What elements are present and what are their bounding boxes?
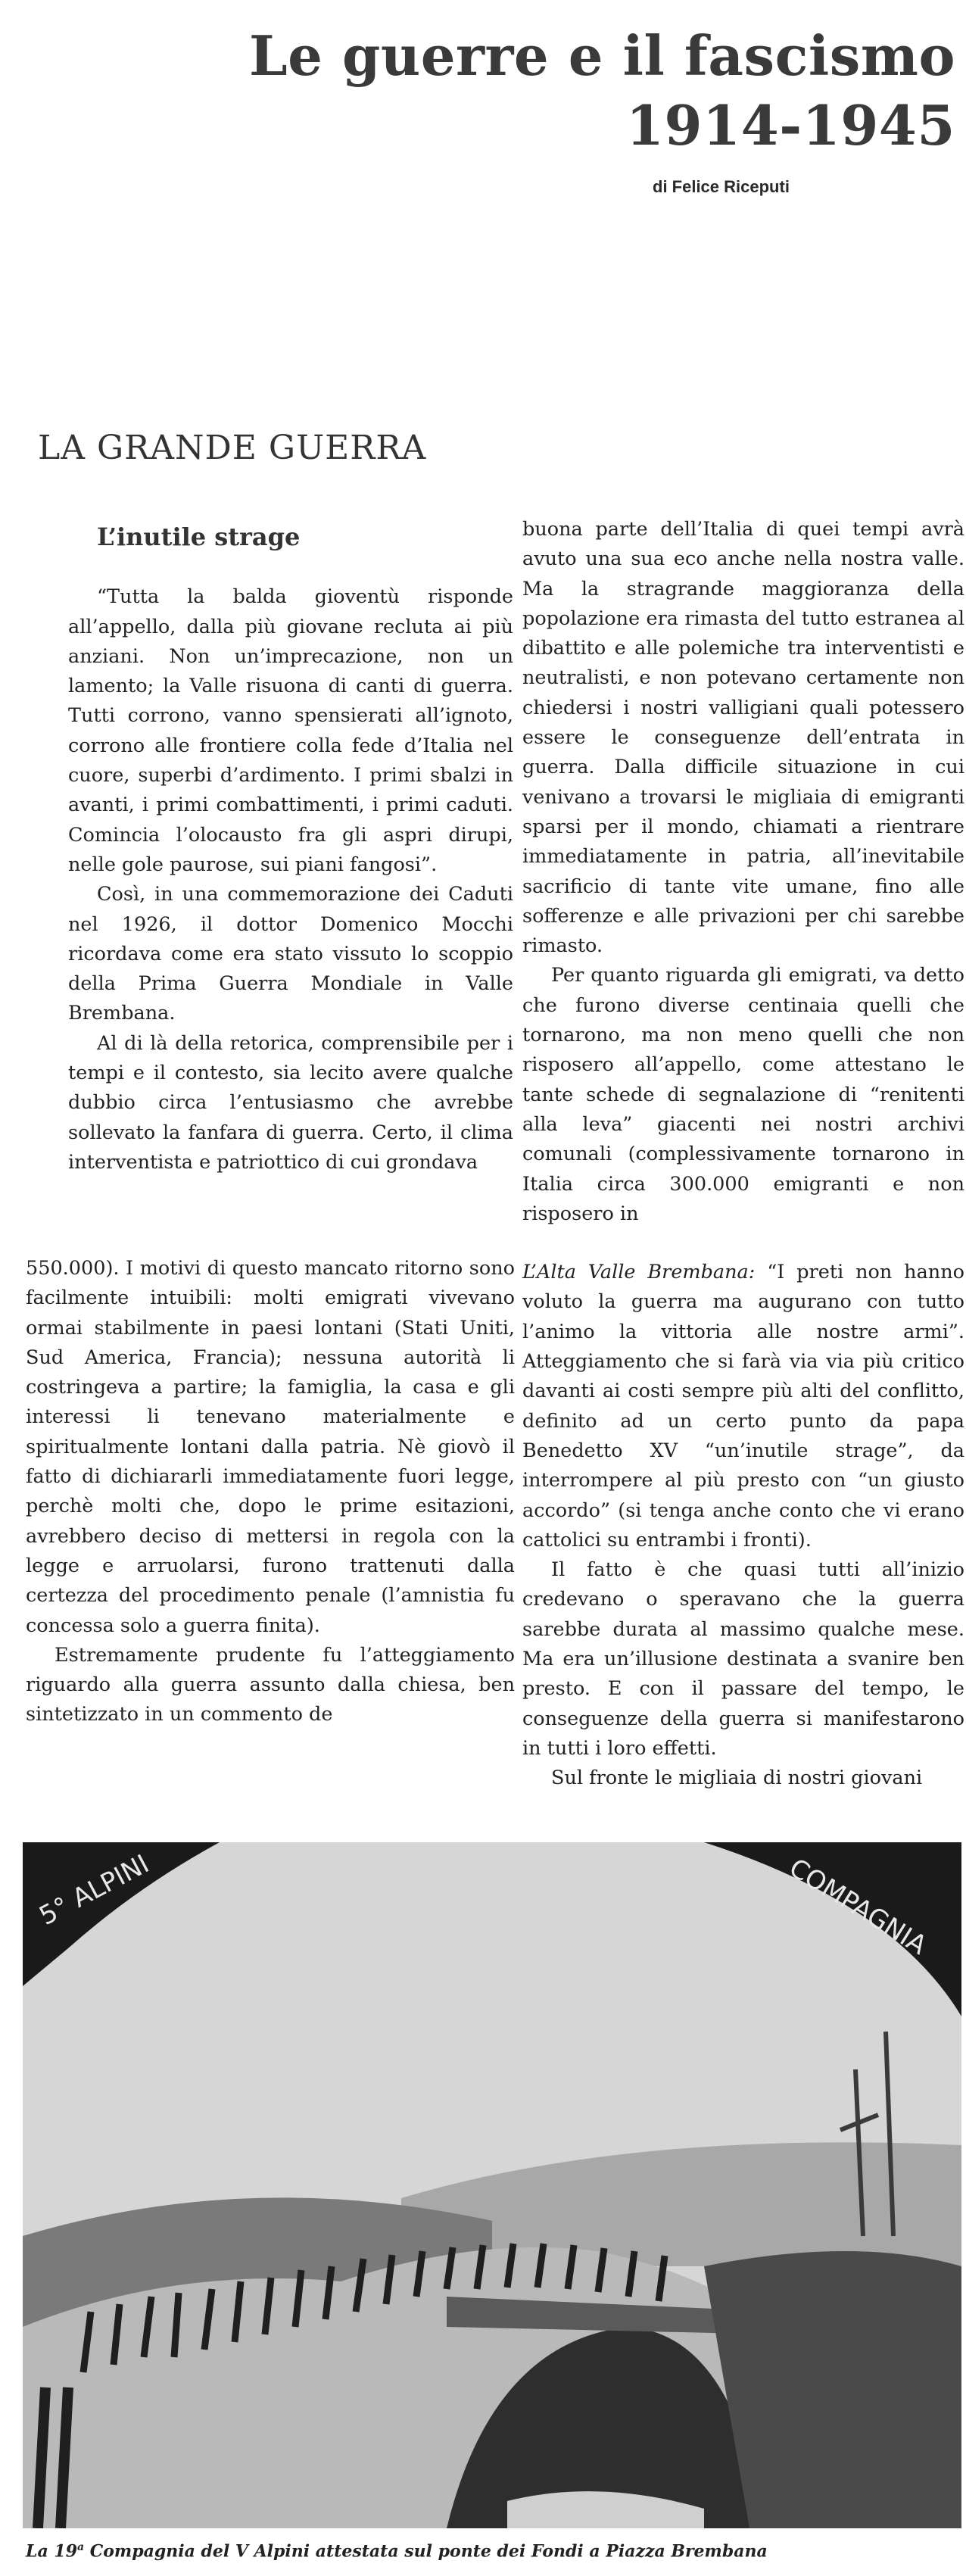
source-title: L’Alta Valle Brembana: [522, 1261, 756, 1284]
caption-text: Compagnia del V Alpini attestata sul ponte dei Fondi a Piazza Brembana [84, 2541, 768, 2562]
paragraph: “Tutta la balda gioventù risponde all’appello, dalla più giovane recluta ai più anziani. Non un’imprecazione, non un lamento; la Valle risuona di canti di guerra. Tutti corrono, vanno spensierati all’ignoto, corrono alle frontiere colla fede d’Italia nel cuore, superbi d’ardimento. I primi sbalzi in avanti, i primi combattimenti, i primi caduti. Comincia l’olocausto fra gli aspri dirupi, nelle gole paurose, sui piani fangosi”. [68, 585, 513, 876]
photo-caption [26, 2541, 768, 2561]
photo-label-right: COMPAGNIA [784, 1852, 933, 1961]
photo-label-left: 5° ALPINI [34, 1848, 154, 1932]
paragraph: Così, in una commemorazione dei Caduti nel 1926, il dottor Domenico Mocchi ricordava come era stato vissuto lo scoppio della Prima Guerra Mondiale in Valle Brembana. [68, 883, 513, 1025]
paragraph: Per quanto riguarda gli emigrati, va detto che furono diverse centinaia quelli che tornarono, ma non meno quelli che non risposero all’appello, come attestano le tante schede di segnalazione di “renitenti alla leva” giacenti nei nostri archivi comunali (complessivamente tornarono in Italia circa 300.000 emigranti e non risposero in [522, 964, 964, 1225]
paragraph: Estremamente prudente fu l’atteggiamento riguardo alla guerra assunto dalla chiesa, ben sintetizzato in un commento de [26, 1643, 515, 1726]
paragraph: buona parte dell’Italia di quei tempi avrà avuto una sua eco anche nella nostra valle. Ma la stragrande maggioranza della popolazione era rimasta del tutto estranea al dibattito e alle polemiche tra interventisti e neutralisti, e non potevano certamente non chiedersi i nostri valligiani quali potessero essere le conseguenze dell’entrata in guerra. Dalla difficile situazione in cui venivano a trovarsi le migliaia di emigranti sparsi per il mondo, chiamati a rientrare immediatamente in patria, all’inevitabile sacrificio di tante vite umane, fino alle sofferenze e alle privazioni per chi sarebbe rimasto. [522, 518, 964, 958]
historical-photo [23, 1842, 961, 2528]
paragraph-text: “I preti non hanno voluto la guerra ma augurano con tutto l’animo la vittoria alle nostre armi”. Atteggiamento che si farà via via più critico davanti ai costi sempre più alti del conflitto, definito ad un certo punto da papa Benedetto XV “un’inutile strage”, da interrompere al più presto con “un giusto accordo” (si tenga anche conto che vi erano cattolici su entrambi i fronti). [522, 1261, 965, 1552]
caption-text: La 19 [26, 2541, 77, 2562]
paragraph: Il fatto è che quasi tutti all’inizio credevano o speravano che la guerra sarebbe durata al massimo qualche mese. Ma era un’illusione destinata a svanire ben presto. E con il passare del tempo, le conseguenze della guerra si manifestarono in tutti i loro effetti. [522, 1558, 964, 1760]
bridge-photo-illustration [23, 1842, 961, 2528]
paragraph: 550.000). I motivi di questo mancato ritorno sono facilmente intuibili: molti emigrati vivevano ormai stabilmente in paesi lontani (Stati Uniti, Sud America, Francia); nessuna autorità li costringeva a partire; la famiglia, la casa e gli interessi li tenevano materialmente e spiritualmente lontani dalla patria. Nè giovò il fatto di dichiararli immediatamente fuori legge, perchè molti che, dopo le prime esitazioni, avrebbero deciso di mettersi in regola con la legge e arruolarsi, furono trattenuti dalla certezza del procedimento penale (l’amnistia fu concessa solo a guerra finita). [26, 1257, 515, 1637]
title-line-1: Le guerre e il fascismo [249, 23, 955, 88]
caption-superscript: a [77, 2541, 85, 2553]
column-left-bottom [26, 1254, 515, 1730]
article-title [249, 21, 955, 161]
byline: di Felice Riceputi [653, 177, 790, 196]
paragraph: Al di là della retorica, comprensibile per i tempi e il contesto, sia lecito avere qualche dubbio circa l’entusiasmo che avrebbe sollevato la fanfara di guerra. Certo, il clima interventista e patriottico di cui grondava [68, 1031, 513, 1174]
paragraph [522, 1258, 964, 1555]
subheading: L’inutile strage [97, 522, 301, 551]
column-left-top [68, 522, 513, 1177]
section-heading: LA GRANDE GUERRA [38, 429, 427, 467]
title-line-2: 1914-1945 [625, 93, 955, 157]
column-right [522, 515, 964, 1793]
paragraph: Sul fronte le migliaia di nostri giovani [551, 1767, 923, 1790]
